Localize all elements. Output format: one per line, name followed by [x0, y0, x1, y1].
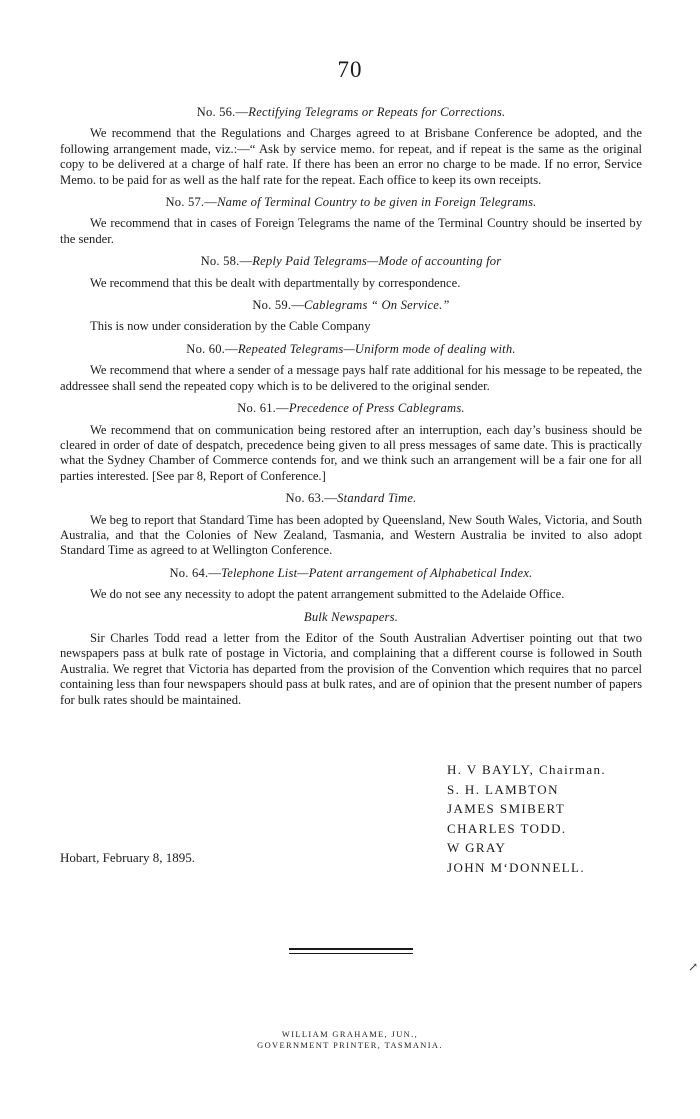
section-paragraph: We recommend that where a sender of a message pays half rate additional for his message to be repeated, the addressee shall send the repeated copy which is to be delivered to the original sender.	[60, 363, 642, 393]
section-number: No. 63.—	[285, 491, 338, 506]
section-title: Bulk Newspapers.	[303, 609, 399, 624]
section-heading	[60, 298, 642, 313]
section-number: No. 59.—	[252, 298, 304, 313]
section-heading	[60, 254, 642, 269]
divider-rule	[289, 953, 413, 954]
section-heading	[60, 342, 642, 357]
section-number: No. 60.—	[186, 341, 238, 356]
section-title: Rectifying Telegrams or Repeats for Corrections.	[248, 105, 506, 119]
section-title: Standard Time.	[337, 491, 417, 506]
section-63	[60, 491, 642, 559]
signatory: CHARLES TODD.	[447, 820, 567, 836]
signatory: S. H. LAMBTON	[447, 781, 559, 797]
section-59	[60, 298, 642, 335]
section-57	[60, 195, 642, 247]
section-paragraph: We recommend that in cases of Foreign Telegrams the name of the Terminal Country should be inserted by the sender.	[60, 216, 642, 246]
section-number: No. 57.—	[165, 195, 218, 210]
printer-title: GOVERNMENT PRINTER, TASMANIA.	[257, 1041, 443, 1050]
section-61	[60, 401, 642, 484]
report-body	[60, 98, 642, 708]
section-title: Reply Paid Telegrams—Mode of accounting for	[252, 254, 502, 269]
signatory: H. V BAYLY, Chairman.	[447, 762, 607, 777]
page-number: 70	[337, 57, 363, 82]
section-paragraph: We do not see any necessity to adopt the patent arrangement submitted to the Adelaide Office.	[90, 587, 565, 602]
section-heading	[60, 195, 642, 210]
date-line: Hobart, February 8, 1895.	[60, 850, 196, 865]
signatory: JOHN M‘DONNELL.	[447, 859, 585, 875]
section-number: No. 64.—	[169, 565, 222, 580]
section-paragraph: We beg to report that Standard Time has been adopted by Queensland, New South Wales, Victoria, and South Australia, and that the Colonies of New Zealand, Tasmania, and Western Australia be invited to also adopt Standard Time as agreed to at Wellington Conference.	[60, 512, 642, 558]
section-paragraph: Sir Charles Todd read a letter from the Editor of the South Australian Advertiser pointing out that two newspapers pass at bulk rate of postage in Victoria, and complaining that a different course is followed in South Australia. We regret that Victoria has departed from the provision of the Convention which requires that no parcel containing less than four newspapers should pass at bulk rates, and are of opinion that the present number of papers for bulk rates should be maintained.	[60, 630, 642, 707]
signatory-list	[447, 760, 606, 878]
signatory: W GRAY	[447, 840, 507, 856]
signatory: JAMES SMIBERT	[447, 801, 566, 817]
section-64	[60, 566, 642, 603]
section-heading	[60, 105, 642, 120]
section-title: Name of Terminal Country to be given in Foreign Telegrams.	[217, 195, 537, 210]
section-bulk-newspapers	[60, 610, 642, 708]
printer-imprint	[0, 1029, 700, 1051]
section-60	[60, 342, 642, 394]
section-number: No. 61.—	[237, 401, 289, 416]
section-paragraph: We recommend that the Regulations and Charges agreed to at Brisbane Conference be adopted, and the following arrangement made, viz.:—“ Ask by service memo. for repeat, and if repeat is the same as the original copy to be delivered at a charge of half rate. If there has been an error no charge to be made. If no error, Service Memo. to be paid for as well as the half rate for the repeat. Each office to keep its own receipts.	[60, 126, 642, 187]
section-title: Cablegrams “ On Service.”	[304, 298, 450, 313]
divider-rule	[289, 948, 413, 950]
section-paragraph: We recommend that this be dealt with departmentally by correspondence.	[90, 275, 461, 290]
section-heading	[60, 566, 642, 581]
section-number: No. 56.—	[196, 105, 249, 119]
section-56	[60, 105, 642, 188]
section-paragraph: This is now under consideration by the Cable Company	[90, 319, 371, 334]
section-heading	[60, 491, 642, 506]
printer-name: WILLIAM GRAHAME, JUN.,	[281, 1030, 419, 1039]
section-paragraph: We recommend that on communication being restored after an interruption, each day’s business should be cleared in order of date of despatch, precedence being given to all press messages of same date. This is practically what the Sydney Chamber of Commerce contends for, and we think such an arrangement will be a fair one for all parties interested. [See par 8, Report of Conference.]	[60, 422, 642, 483]
margin-mark: ↗	[688, 960, 699, 974]
section-title: Telephone List—Patent arrangement of Alphabetical Index.	[221, 565, 533, 580]
section-heading	[60, 610, 642, 625]
section-heading	[60, 401, 642, 416]
section-title: Repeated Telegrams—Uniform mode of dealing with.	[237, 341, 516, 356]
section-title: Precedence of Press Cablegrams.	[288, 401, 465, 416]
section-number: No. 58.—	[200, 254, 253, 269]
section-58	[60, 254, 642, 291]
